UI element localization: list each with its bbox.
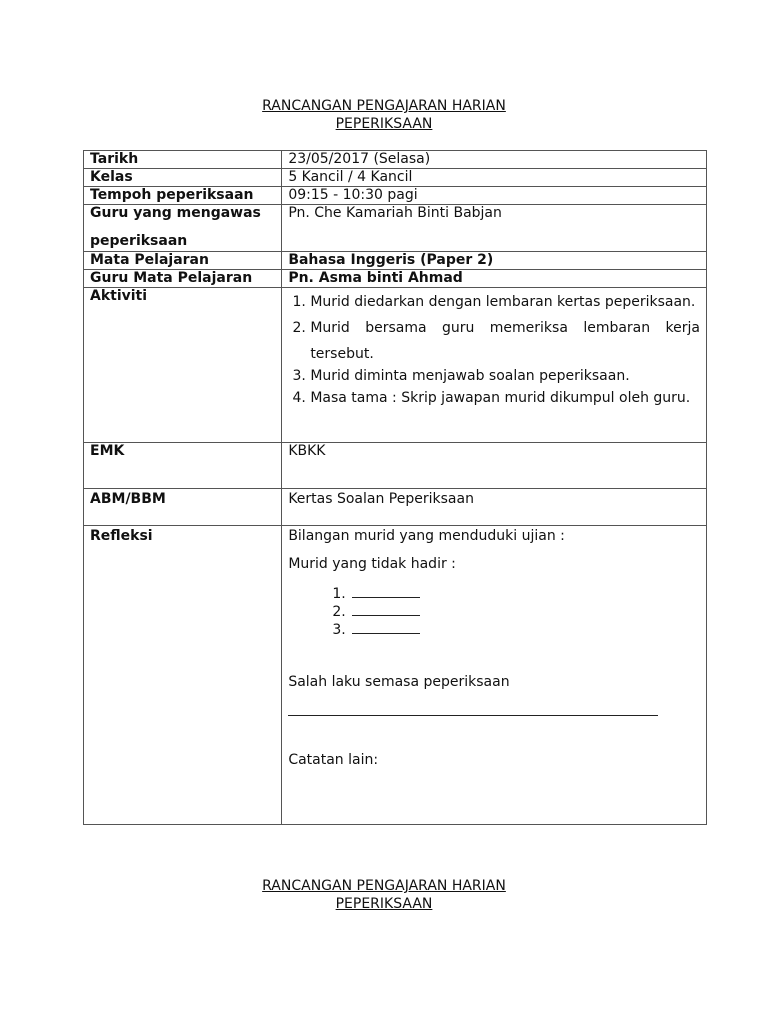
blank-line — [352, 585, 420, 598]
label-refleksi: Refleksi — [84, 526, 282, 825]
activity-text: Murid bersama guru memeriksa lembaran kerja tersebut. — [310, 320, 700, 362]
label-tempoh: Tempoh peperiksaan — [84, 187, 282, 205]
value-tarikh: 23/05/2017 (Selasa) — [282, 151, 707, 169]
label-aktiviti: Aktiviti — [84, 288, 282, 443]
table-row-emk — [84, 443, 707, 489]
blank-line — [352, 621, 420, 634]
activity-text: Murid diminta menjawab soalan peperiksaan. — [310, 368, 630, 384]
refleksi-catatan: Catatan lain: — [288, 752, 379, 768]
absent-number: 3. — [332, 622, 346, 638]
blank-line — [352, 603, 420, 616]
list-item — [310, 289, 700, 315]
value-abm: Kertas Soalan Peperiksaan — [282, 489, 707, 526]
value-guru-mengawas: Pn. Che Kamariah Binti Babjan — [282, 205, 707, 252]
title-line-2: PEPERIKSAAN — [335, 116, 433, 132]
table-row-guru-mata-pelajaran — [84, 270, 707, 288]
value-guru-mata-pelajaran: Pn. Asma binti Ahmad — [282, 270, 707, 288]
activity-list — [288, 289, 700, 411]
list-item — [310, 315, 700, 367]
absent-number: 2. — [332, 604, 346, 620]
table-row-tarikh — [84, 151, 707, 169]
list-item — [310, 367, 700, 385]
refleksi-salah-laku: Salah laku semasa peperiksaan — [288, 674, 510, 690]
label-guru-mengawas — [84, 205, 282, 252]
table-row-kelas — [84, 169, 707, 187]
list-item — [332, 621, 700, 639]
absent-number: 1. — [332, 586, 346, 602]
label-guru-mengawas-line2: peperiksaan — [90, 233, 188, 249]
list-item — [332, 585, 700, 603]
blank-line — [288, 715, 658, 716]
activity-text: Murid diedarkan dengan lembaran kertas peperiksaan. — [310, 294, 696, 310]
table-row-tempoh — [84, 187, 707, 205]
label-mata-pelajaran: Mata Pelajaran — [84, 252, 282, 270]
list-item — [332, 603, 700, 621]
value-refleksi — [282, 526, 707, 825]
lesson-plan-table — [83, 150, 707, 825]
table-row-refleksi — [84, 526, 707, 825]
value-aktiviti — [282, 288, 707, 443]
refleksi-tidak-hadir: Murid yang tidak hadir : — [288, 556, 456, 572]
label-abm: ABM/BBM — [84, 489, 282, 526]
table-row-guru-mengawas — [84, 205, 707, 252]
label-guru-mata-pelajaran: Guru Mata Pelajaran — [84, 270, 282, 288]
absent-list — [288, 585, 700, 639]
activity-text: Masa tama : Skrip jawapan murid dikumpul oleh guru. — [310, 390, 691, 406]
label-kelas: Kelas — [84, 169, 282, 187]
title-line-1: RANCANGAN PENGAJARAN HARIAN — [262, 878, 506, 894]
document-title — [0, 97, 768, 133]
refleksi-bilangan: Bilangan murid yang menduduki ujian : — [288, 528, 565, 544]
document-title-next-page — [0, 877, 768, 913]
title-line-1: RANCANGAN PENGAJARAN HARIAN — [262, 98, 506, 114]
table-row-abm — [84, 489, 707, 526]
table-row-aktiviti — [84, 288, 707, 443]
value-mata-pelajaran: Bahasa Inggeris (Paper 2) — [282, 252, 707, 270]
title-line-2: PEPERIKSAAN — [335, 896, 433, 912]
value-tempoh: 09:15 - 10:30 pagi — [282, 187, 707, 205]
value-kelas: 5 Kancil / 4 Kancil — [282, 169, 707, 187]
label-guru-mengawas-line1: Guru yang mengawas — [90, 205, 261, 221]
value-emk: KBKK — [282, 443, 707, 489]
label-tarikh: Tarikh — [84, 151, 282, 169]
list-item — [310, 385, 700, 411]
table-row-mata-pelajaran — [84, 252, 707, 270]
label-emk: EMK — [84, 443, 282, 489]
